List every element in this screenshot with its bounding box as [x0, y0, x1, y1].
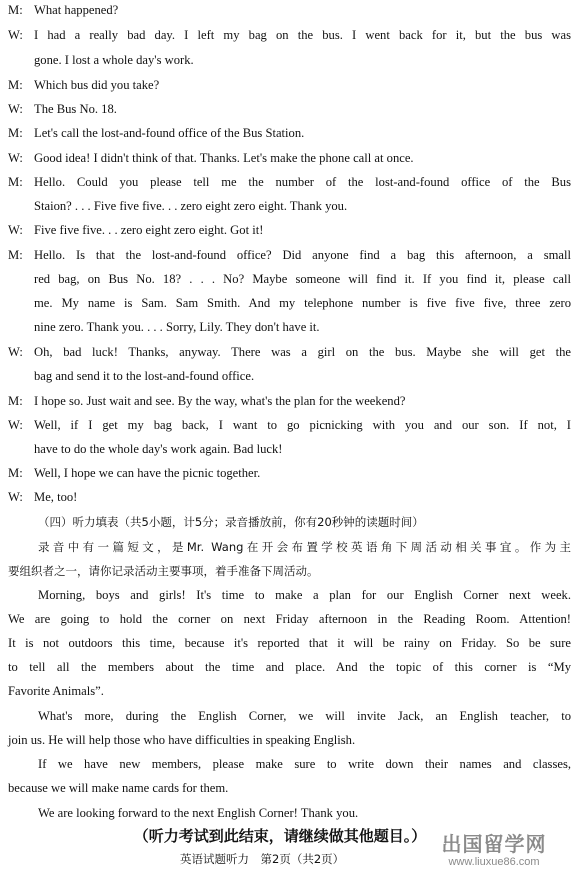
- watermark-text: 出国留学网: [441, 832, 547, 856]
- speaker-label: M:: [8, 175, 23, 189]
- speaker-label: M:: [8, 248, 23, 262]
- speaker-label: W:: [8, 151, 23, 165]
- dialogue-text: Oh, bad luck! Thanks, anyway. There was a girl on the bus. Maybe she will get the: [34, 345, 571, 359]
- passage-text: join us. He will help those who have difficulties in speaking English.: [8, 733, 356, 747]
- speaker-label: W:: [8, 345, 23, 359]
- dialogue-text: gone. I lost a whole day's work.: [34, 53, 194, 67]
- speaker-label: M:: [8, 78, 23, 92]
- passage-text: Favorite Animals”.: [8, 684, 104, 698]
- speaker-label: W:: [8, 490, 23, 504]
- dialogue-text: Well, if I get my bag back, I want to go picnicking with you and our son. If not, I: [34, 418, 571, 432]
- dialogue-text: Good idea! I didn't think of that. Thanks. Let's make the phone call at once.: [34, 151, 414, 165]
- dialogue-text: red bag, on Bus No. 18? . . . No? Maybe someone will find it. If you find it, please call: [34, 272, 571, 286]
- dialogue-text: I had a really bad day. I left my bag on the bus. I went back for it, but the bus was: [34, 28, 571, 42]
- dialogue-text: Well, I hope we can have the picnic together.: [34, 466, 261, 480]
- speaker-label: W:: [8, 28, 23, 42]
- dialogue-text: bag and send it to the lost-and-found office.: [34, 369, 255, 383]
- dialogue-text: Staion? . . . Five five five. . . zero eight zero eight. Thank you.: [34, 199, 348, 213]
- speaker-label: W:: [8, 102, 23, 116]
- passage-text: because we will make name cards for them.: [8, 781, 229, 795]
- end-note: （听力考试到此结束，请继续做其他题目。）: [133, 827, 427, 845]
- dialogue-text: I hope so. Just wait and see. By the way, what's the plan for the weekend?: [34, 394, 406, 408]
- speaker-label: M:: [8, 466, 23, 480]
- speaker-label: M:: [8, 394, 23, 408]
- passage-text: It is not outdoors this time, because it's reported that it will be rainy on Friday. So be sure: [8, 636, 571, 650]
- dialogue-text: Hello. Could you please tell me the number of the lost-and-found office of the Bus: [34, 175, 571, 189]
- section-heading: （四）听力填表（共5小题，计5分；录音播放前，你有20秒钟的读题时间）: [38, 515, 424, 529]
- page-footer: 英语试题听力 第2页（共2页）: [180, 852, 345, 866]
- passage-text: If we have new members, please make sure to write down their names and classes,: [38, 757, 571, 771]
- dialogue-text: Five five five. . . zero eight zero eight. Got it!: [34, 223, 264, 237]
- speaker-label: M:: [8, 126, 23, 140]
- passage-text: What's more, during the English Corner, we will invite Jack, an English teacher, to: [38, 709, 571, 723]
- dialogue-text: Me, too!: [34, 490, 78, 504]
- watermark: [419, 832, 569, 868]
- dialogue-text: nine zero. Thank you. . . . Sorry, Lily. They don't have it.: [34, 320, 320, 334]
- instruction-text: 录音中有一篇短文，是Mr. Wang在开会布置学校英语角下周活动相关事宜。作为主: [38, 540, 571, 554]
- dialogue-text: me. My name is Sam. Sam Smith. And my telephone number is five five five, three zero: [34, 296, 571, 310]
- passage-text: We are going to hold the corner on next Friday afternoon in the Reading Room. Attention!: [8, 612, 571, 626]
- speaker-label: W:: [8, 418, 23, 432]
- dialogue-text: Let's call the lost-and-found office of the Bus Station.: [34, 126, 305, 140]
- dialogue-text: Hello. Is that the lost-and-found office? Did anyone find a bag this afternoon, a small: [34, 248, 571, 262]
- passage-text: to tell all the members about the time and place. And the topic of this corner is “My: [8, 660, 571, 674]
- dialogue-text: have to do the whole day's work again. Bad luck!: [34, 442, 283, 456]
- passage-text: Morning, boys and girls! It's time to make a plan for our English Corner next week.: [38, 588, 571, 602]
- dialogue-text: Which bus did you take?: [34, 78, 160, 92]
- watermark-url: www.liuxue86.com: [448, 856, 540, 868]
- passage-text: We are looking forward to the next English Corner! Thank you.: [38, 806, 359, 820]
- instruction-text: 要组织者之一，请你记录活动主要事项，着手准备下周活动。: [8, 564, 319, 578]
- speaker-label: W:: [8, 223, 23, 237]
- speaker-label: M:: [8, 3, 23, 17]
- dialogue-text: The Bus No. 18.: [34, 102, 117, 116]
- dialogue-text: What happened?: [34, 3, 119, 17]
